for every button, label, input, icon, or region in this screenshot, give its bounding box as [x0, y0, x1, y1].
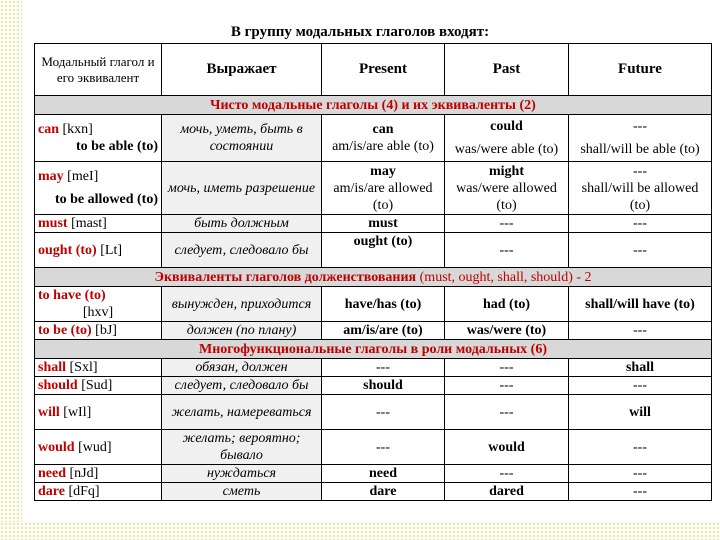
table-row-dare: [35, 483, 712, 501]
meaning: мочь, уметь, быть в состоянии: [162, 115, 322, 162]
transcription: [Lt]: [100, 242, 122, 258]
meaning: мочь, иметь разрешение: [162, 162, 322, 215]
meaning: обязан, должен: [162, 359, 322, 377]
table-row-ought: [35, 233, 712, 268]
verb-cell: [35, 115, 162, 162]
verb-cell: [35, 215, 162, 233]
section-title-normal: (must, ought, shall, should) - 2: [419, 269, 592, 285]
future-cell: [569, 162, 712, 215]
future-modal: ---: [633, 119, 647, 134]
table-row-shall: [35, 359, 712, 377]
meaning: вынужден, приходится: [162, 287, 322, 322]
table-row-have-to: [35, 287, 712, 322]
verb-cell: [35, 233, 162, 268]
present-equivalent: am/is/are able (to): [332, 139, 434, 154]
decorative-dotted-border-left: [0, 0, 22, 540]
transcription: [wud]: [78, 439, 112, 455]
verb: dare: [38, 484, 65, 499]
transcription: [nJd]: [69, 466, 99, 481]
transcription: [bJ]: [95, 323, 117, 338]
meaning: нуждаться: [162, 465, 322, 483]
verb-cell: [35, 322, 162, 340]
past-cell: ---: [445, 215, 569, 233]
header-past: Past: [445, 44, 569, 96]
present-cell: have/has (to): [322, 287, 445, 322]
past-cell: ---: [445, 465, 569, 483]
meaning: сметь: [162, 483, 322, 501]
transcription: [hxv]: [82, 305, 114, 320]
verb-cell: [35, 430, 162, 465]
meaning: следует, следовало бы: [162, 233, 322, 268]
future-cell: ---: [569, 377, 712, 395]
future-cell: ---: [569, 322, 712, 340]
equivalent: to be allowed (to): [54, 192, 158, 207]
past-cell: dared: [445, 483, 569, 501]
future-cell: ---: [569, 465, 712, 483]
section-header: [35, 340, 712, 359]
modal-verbs-table: [34, 43, 712, 501]
table-row-need: [35, 465, 712, 483]
verb-cell: [35, 483, 162, 501]
present-cell: [322, 115, 445, 162]
past-equivalent: was/were able (to): [454, 142, 559, 157]
verb-cell: [35, 377, 162, 395]
section-header: [35, 96, 712, 115]
past-modal: might: [489, 163, 524, 179]
meaning: желать; вероятно; бывало: [162, 430, 322, 465]
present-cell: should: [322, 377, 445, 395]
section-title: Многофункциональные глаголы в роли модальных (6): [35, 340, 712, 359]
present-cell: ---: [322, 430, 445, 465]
verb: would: [38, 439, 75, 455]
past-equivalent: was/were allowed (to): [456, 180, 557, 213]
header-present: Present: [322, 44, 445, 96]
future-cell: ---: [569, 483, 712, 501]
decorative-dotted-border-bottom: [0, 522, 720, 540]
table-row-be-to: [35, 322, 712, 340]
section-title: Чисто модальные глаголы (4) и их эквиваленты (2): [35, 96, 712, 115]
verb: should: [38, 378, 78, 393]
verb: can: [38, 122, 59, 137]
present-cell: ought (to): [322, 233, 445, 268]
future-cell: ---: [569, 233, 712, 268]
header-expresses: Выражает: [162, 44, 322, 96]
transcription: [meI]: [67, 169, 99, 184]
transcription: [kxn]: [62, 122, 93, 137]
past-cell: had (to): [445, 287, 569, 322]
verb-cell: [35, 287, 162, 322]
past-cell: ---: [445, 377, 569, 395]
section-title: [35, 268, 712, 287]
transcription: [Sxl]: [69, 360, 98, 375]
future-cell: shall: [569, 359, 712, 377]
future-equivalent: shall/will be allowed (to): [581, 180, 699, 213]
present-cell: must: [322, 215, 445, 233]
past-cell: ---: [445, 395, 569, 430]
past-cell: ---: [445, 233, 569, 268]
future-cell: [569, 115, 712, 162]
header-modal: Модальный глагол и его эквивалент: [35, 44, 162, 96]
present-cell: ---: [322, 359, 445, 377]
transcription: [dFq]: [68, 484, 100, 499]
header-future: Future: [569, 44, 712, 96]
table-row-should: [35, 377, 712, 395]
verb-cell: [35, 395, 162, 430]
verb: will: [38, 404, 60, 420]
verb-cell: [35, 465, 162, 483]
table-row-will: [35, 395, 712, 430]
past-modal: could: [490, 119, 523, 134]
verb: to have (to): [38, 288, 106, 303]
present-cell: [322, 162, 445, 215]
future-cell: ---: [569, 215, 712, 233]
verb: shall: [38, 360, 67, 375]
verb: to be (to): [38, 323, 92, 338]
table-row-may: [35, 162, 712, 215]
verb-cell: [35, 359, 162, 377]
future-modal: ---: [633, 163, 647, 179]
present-cell: ---: [322, 395, 445, 430]
present-modal: can: [372, 122, 394, 137]
table-row-can: [35, 115, 712, 162]
transcription: [Sud]: [81, 378, 113, 393]
page-title: В группу модальных глаголов входят:: [230, 24, 490, 40]
meaning: следует, следовало бы: [162, 377, 322, 395]
section-header: [35, 268, 712, 287]
table-row-would: [35, 430, 712, 465]
present-cell: need: [322, 465, 445, 483]
past-cell: [445, 115, 569, 162]
present-cell: am/is/are (to): [322, 322, 445, 340]
verb-cell: [35, 162, 162, 215]
future-cell: shall/will have (to): [569, 287, 712, 322]
verb: ought (to): [38, 242, 97, 258]
future-cell: ---: [569, 430, 712, 465]
transcription: [mast]: [71, 216, 107, 231]
meaning: желать, намереваться: [162, 395, 322, 430]
meaning: должен (по плану): [162, 322, 322, 340]
present-equivalent: am/is/are allowed (to): [333, 180, 433, 213]
table-header-row: [35, 44, 712, 96]
past-cell: would: [445, 430, 569, 465]
future-equivalent: shall/will be able (to): [580, 142, 700, 157]
verb: may: [38, 169, 64, 184]
past-cell: ---: [445, 359, 569, 377]
present-cell: dare: [322, 483, 445, 501]
verb: must: [38, 216, 68, 231]
meaning: быть должным: [162, 215, 322, 233]
present-modal: may: [370, 163, 396, 179]
equivalent: to be able (to): [75, 139, 158, 154]
verb: need: [38, 466, 66, 481]
past-cell: was/were (to): [445, 322, 569, 340]
transcription: [wIl]: [63, 404, 92, 420]
table-row-must: [35, 215, 712, 233]
future-cell: will: [569, 395, 712, 430]
past-cell: [445, 162, 569, 215]
section-title-bold: Эквиваленты глаголов долженствования: [154, 269, 417, 285]
